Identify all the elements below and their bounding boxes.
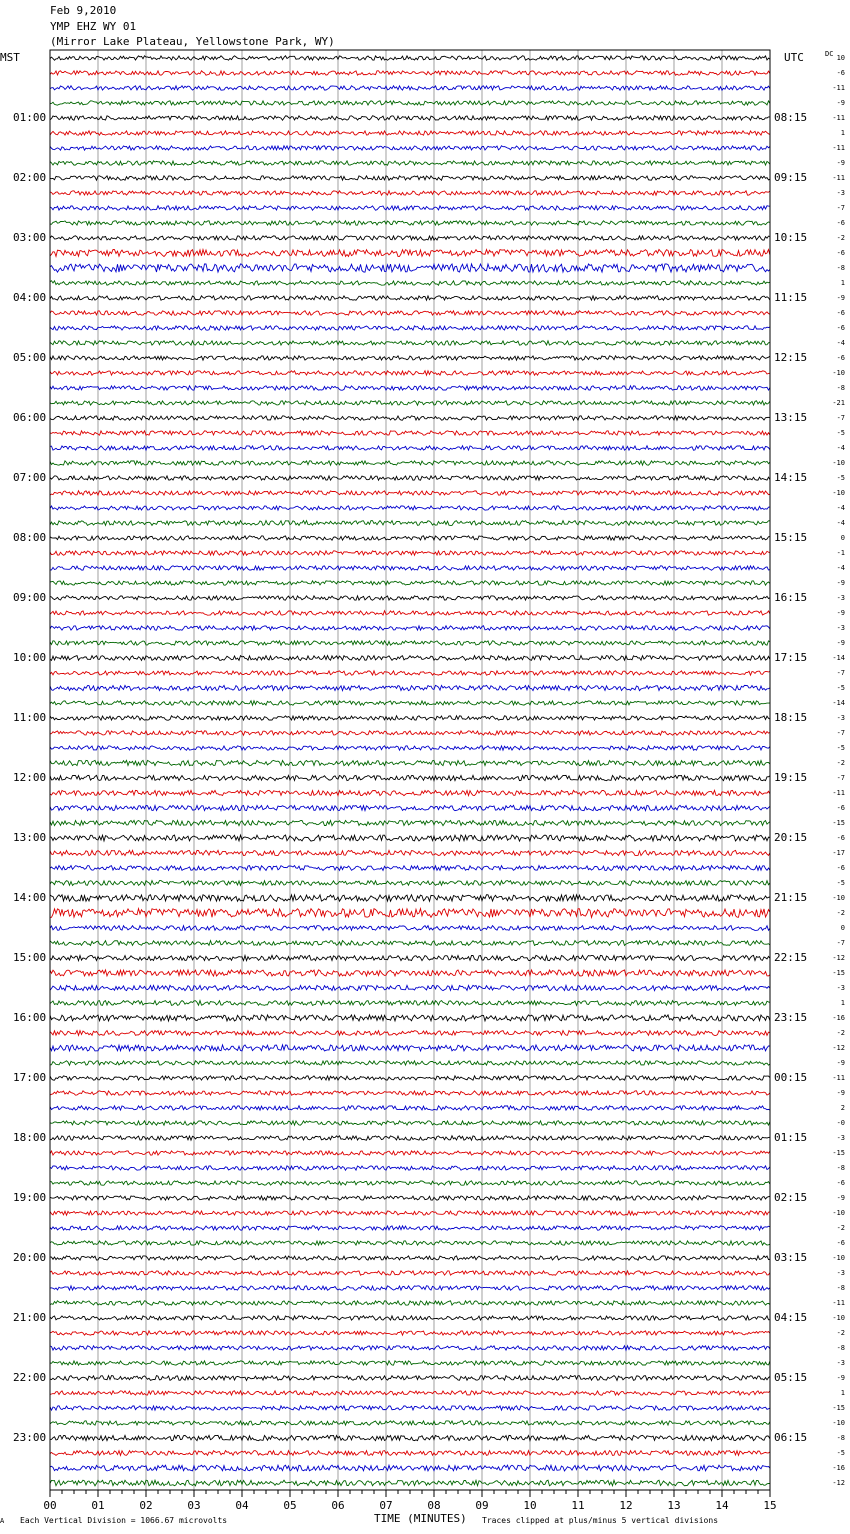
dc-offset-value: -8 <box>836 1284 845 1292</box>
dc-offset-value: -21 <box>832 399 845 407</box>
trace-13 <box>50 250 770 257</box>
dc-offset-value: -5 <box>836 1449 845 1457</box>
trace-61 <box>50 970 770 976</box>
right-hour-label: 17:15 <box>774 651 808 664</box>
dc-offset-value: -8 <box>836 264 845 272</box>
dc-offset-value: -6 <box>836 249 845 257</box>
left-hour-label: 17:00 <box>13 1071 47 1084</box>
right-hour-label: 09:15 <box>774 171 808 184</box>
right-hour-label: 05:15 <box>774 1371 808 1384</box>
dc-offset-value: -8 <box>836 384 845 392</box>
trace-81 <box>50 1271 770 1275</box>
dc-offset-value: -3 <box>836 1359 845 1367</box>
right-hour-label: 11:15 <box>774 291 808 304</box>
station-code: YMP EHZ WY 01 <box>50 20 137 33</box>
trace-87 <box>50 1361 770 1365</box>
dc-offset-value: -9 <box>836 639 845 647</box>
trace-62 <box>50 985 770 990</box>
trace-93 <box>50 1451 770 1456</box>
dc-offset-value: -10 <box>832 489 845 497</box>
dc-offset-value: -9 <box>836 1374 845 1382</box>
dc-offset-value: -9 <box>836 609 845 617</box>
trace-39 <box>50 641 770 645</box>
left-hour-label: 19:00 <box>13 1191 47 1204</box>
dc-offset-value: -11 <box>832 114 845 122</box>
trace-94 <box>50 1465 770 1471</box>
trace-52 <box>50 835 770 841</box>
left-hour-label: 04:00 <box>13 291 47 304</box>
dc-offset-value: -4 <box>836 339 845 347</box>
x-tick-label-5: 05 <box>283 1499 297 1512</box>
trace-91 <box>50 1421 770 1425</box>
dc-offset-value: -9 <box>836 159 845 167</box>
trace-54 <box>50 866 770 871</box>
trace-29 <box>50 491 770 495</box>
left-hour-label: 15:00 <box>13 951 47 964</box>
right-hour-label: 14:15 <box>774 471 808 484</box>
trace-41 <box>50 671 770 675</box>
dc-offset-header: DC <box>825 50 834 58</box>
right-hour-label: 08:15 <box>774 111 808 124</box>
left-hour-label: 05:00 <box>13 351 47 364</box>
dc-offset-value: -6 <box>836 1239 845 1247</box>
left-hour-label: 02:00 <box>13 171 47 184</box>
x-tick-label-3: 03 <box>187 1499 201 1512</box>
trace-51 <box>50 820 770 825</box>
trace-32 <box>50 536 770 540</box>
dc-offset-value: -11 <box>832 84 845 92</box>
left-hour-label: 18:00 <box>13 1131 47 1144</box>
dc-offset-value: -6 <box>836 324 845 332</box>
trace-16 <box>50 296 770 300</box>
dc-offset-value: -15 <box>832 819 845 827</box>
left-hour-label: 23:00 <box>13 1431 47 1444</box>
trace-86 <box>50 1346 770 1350</box>
dc-offset-value: -8 <box>836 1344 845 1352</box>
left-hour-label: 08:00 <box>13 531 47 544</box>
dc-offset-value: -11 <box>832 1299 845 1307</box>
dc-offset-value: 2 <box>840 1104 845 1112</box>
trace-95 <box>50 1480 770 1486</box>
x-tick-label-12: 12 <box>619 1499 633 1512</box>
dc-offset-value: -7 <box>836 774 845 782</box>
footer-mark: A <box>0 1517 5 1525</box>
trace-66 <box>50 1045 770 1051</box>
dc-offset-value: -5 <box>836 684 845 692</box>
dc-offset-value: -4 <box>836 504 845 512</box>
trace-50 <box>50 805 770 810</box>
left-hour-label: 07:00 <box>13 471 47 484</box>
trace-69 <box>50 1091 770 1095</box>
dc-offset-value: -9 <box>836 579 845 587</box>
trace-67 <box>50 1061 770 1065</box>
dc-offset-value: -7 <box>836 414 845 422</box>
trace-65 <box>50 1031 770 1036</box>
trace-71 <box>50 1121 770 1125</box>
trace-63 <box>50 1001 770 1006</box>
dc-offset-value: -10 <box>832 1209 845 1217</box>
trace-19 <box>50 341 770 345</box>
dc-offset-value: -0 <box>836 1119 845 1127</box>
trace-22 <box>50 386 770 390</box>
dc-offset-value: -6 <box>836 69 845 77</box>
dc-offset-value: -3 <box>836 984 845 992</box>
right-hour-label: 23:15 <box>774 1011 808 1024</box>
trace-20 <box>50 356 770 360</box>
dc-offset-value: -3 <box>836 714 845 722</box>
x-tick-label-9: 09 <box>475 1499 489 1512</box>
dc-offset-value: -5 <box>836 429 845 437</box>
dc-offset-value: -15 <box>832 1149 845 1157</box>
dc-offset-value: -7 <box>836 939 845 947</box>
trace-35 <box>50 581 770 585</box>
trace-7 <box>50 161 770 165</box>
dc-offset-value: 0 <box>840 924 845 932</box>
trace-33 <box>50 551 770 555</box>
trace-18 <box>50 326 770 330</box>
dc-offset-value: -16 <box>832 1014 845 1022</box>
trace-2 <box>50 86 770 90</box>
seismic-traces <box>50 56 770 1486</box>
trace-59 <box>50 941 770 946</box>
x-tick-label-4: 04 <box>235 1499 249 1512</box>
left-hour-label: 11:00 <box>13 711 47 724</box>
trace-14 <box>50 264 770 272</box>
x-tick-label-14: 14 <box>715 1499 729 1512</box>
right-hour-label: 15:15 <box>774 531 808 544</box>
dc-offset-value: -3 <box>836 624 845 632</box>
trace-17 <box>50 311 770 315</box>
trace-57 <box>50 909 770 918</box>
right-hour-label: 22:15 <box>774 951 808 964</box>
trace-46 <box>50 746 770 750</box>
trace-53 <box>50 850 770 855</box>
right-hour-label: 01:15 <box>774 1131 808 1144</box>
trace-21 <box>50 371 770 375</box>
trace-75 <box>50 1181 770 1185</box>
trace-31 <box>50 521 770 526</box>
x-tick-label-8: 08 <box>427 1499 441 1512</box>
left-hour-label: 14:00 <box>13 891 47 904</box>
dc-offset-value: -5 <box>836 474 845 482</box>
dc-offset-value: -11 <box>832 144 845 152</box>
trace-38 <box>50 626 770 630</box>
dc-offset-value: -7 <box>836 204 845 212</box>
dc-offset-value: -5 <box>836 744 845 752</box>
left-hour-label: 12:00 <box>13 771 47 784</box>
left-hour-label: 01:00 <box>13 111 47 124</box>
left-hour-label: 03:00 <box>13 231 47 244</box>
trace-92 <box>50 1435 770 1440</box>
trace-30 <box>50 506 770 510</box>
trace-23 <box>50 401 770 405</box>
trace-10 <box>50 206 770 210</box>
dc-offset-value: -11 <box>832 789 845 797</box>
left-hour-label: 09:00 <box>13 591 47 604</box>
dc-offset-value: -6 <box>836 1179 845 1187</box>
trace-5 <box>50 131 770 135</box>
left-hour-label: 10:00 <box>13 651 47 664</box>
dc-offset-value: 1 <box>840 279 845 287</box>
x-tick-label-11: 11 <box>571 1499 585 1512</box>
left-hour-label: 13:00 <box>13 831 47 844</box>
trace-4 <box>50 116 770 120</box>
trace-85 <box>50 1331 770 1335</box>
dc-offset-value: -2 <box>836 1029 845 1037</box>
trace-78 <box>50 1226 770 1230</box>
right-hour-label: 02:15 <box>774 1191 808 1204</box>
trace-58 <box>50 926 770 931</box>
trace-28 <box>50 476 770 480</box>
x-tick-label-15: 15 <box>763 1499 777 1512</box>
trace-76 <box>50 1196 770 1200</box>
trace-74 <box>50 1166 770 1170</box>
trace-90 <box>50 1406 770 1410</box>
dc-offset-value: -4 <box>836 444 845 452</box>
trace-48 <box>50 775 770 780</box>
trace-56 <box>50 895 770 902</box>
right-hour-label: 21:15 <box>774 891 808 904</box>
dc-offset-value: -12 <box>832 954 845 962</box>
dc-offset-value: -8 <box>836 1434 845 1442</box>
trace-80 <box>50 1256 770 1260</box>
x-axis-ticks <box>43 1490 776 1512</box>
trace-15 <box>50 281 770 285</box>
dc-offset-value: -9 <box>836 99 845 107</box>
dc-offset-value: -7 <box>836 729 845 737</box>
trace-77 <box>50 1211 770 1215</box>
left-hour-label: 16:00 <box>13 1011 47 1024</box>
left-hour-label: 06:00 <box>13 411 47 424</box>
plot-date: Feb 9,2010 <box>50 4 117 17</box>
dc-offset-value: 10 <box>836 54 845 62</box>
right-hour-label: 12:15 <box>774 351 808 364</box>
x-axis-title: TIME (MINUTES) <box>374 1512 467 1525</box>
dc-offset-value: -11 <box>832 1074 845 1082</box>
dc-offset-value: -10 <box>832 894 845 902</box>
trace-27 <box>50 461 770 465</box>
dc-offset-value: -6 <box>836 834 845 842</box>
right-hour-label: 10:15 <box>774 231 808 244</box>
dc-offset-value: -1 <box>836 549 845 557</box>
dc-offset-value: -10 <box>832 369 845 377</box>
right-hour-label: 13:15 <box>774 411 808 424</box>
trace-8 <box>50 176 770 180</box>
dc-offset-value: -9 <box>836 294 845 302</box>
dc-offset-value: -10 <box>832 1314 845 1322</box>
dc-offset-value: -17 <box>832 849 845 857</box>
x-tick-label-1: 01 <box>91 1499 105 1512</box>
dc-offset-value: -6 <box>836 804 845 812</box>
dc-offset-value: -4 <box>836 564 845 572</box>
trace-47 <box>50 760 770 765</box>
dc-offset-value: -3 <box>836 1134 845 1142</box>
dc-offset-value: -3 <box>836 189 845 197</box>
dc-offset-value: -14 <box>832 699 845 707</box>
x-tick-label-6: 06 <box>331 1499 345 1512</box>
right-timezone-label: UTC <box>784 51 804 64</box>
dc-offset-value: -3 <box>836 1269 845 1277</box>
dc-offset-value: -10 <box>832 1254 845 1262</box>
dc-offset-value: -10 <box>832 1419 845 1427</box>
trace-24 <box>50 416 770 420</box>
trace-64 <box>50 1015 770 1021</box>
dc-offset-value: -2 <box>836 1329 845 1337</box>
right-hour-label: 04:15 <box>774 1311 808 1324</box>
right-hour-label: 20:15 <box>774 831 808 844</box>
x-tick-label-2: 02 <box>139 1499 153 1512</box>
dc-offset-value: -7 <box>836 669 845 677</box>
trace-88 <box>50 1376 770 1381</box>
trace-55 <box>50 881 770 886</box>
right-hour-label: 16:15 <box>774 591 808 604</box>
x-tick-label-0: 00 <box>43 1499 57 1512</box>
right-hour-label: 19:15 <box>774 771 808 784</box>
right-hour-label: 18:15 <box>774 711 808 724</box>
trace-36 <box>50 596 770 600</box>
dc-offset-value: -15 <box>832 969 845 977</box>
dc-offset-value: -6 <box>836 864 845 872</box>
clip-note: Traces clipped at plus/minus 5 vertical divisions <box>482 1516 719 1525</box>
trace-72 <box>50 1136 770 1140</box>
dc-offset-value: -11 <box>832 174 845 182</box>
trace-60 <box>50 955 770 960</box>
trace-68 <box>50 1076 770 1080</box>
dc-offset-value: -14 <box>832 654 845 662</box>
dc-offset-value: -9 <box>836 1059 845 1067</box>
trace-12 <box>50 236 770 240</box>
dc-offset-value: 1 <box>840 999 845 1007</box>
left-hour-label: 20:00 <box>13 1251 47 1264</box>
trace-26 <box>50 446 770 450</box>
trace-44 <box>50 716 770 720</box>
left-hour-label: 22:00 <box>13 1371 47 1384</box>
dc-offset-value: -2 <box>836 1224 845 1232</box>
trace-45 <box>50 731 770 735</box>
dc-offset-value: -6 <box>836 354 845 362</box>
trace-89 <box>50 1391 770 1395</box>
dc-offset-value: -2 <box>836 759 845 767</box>
dc-offset-value: -6 <box>836 219 845 227</box>
trace-11 <box>50 221 770 225</box>
trace-3 <box>50 101 770 105</box>
dc-offset-value: -9 <box>836 1089 845 1097</box>
dc-offset-value: -2 <box>836 234 845 242</box>
trace-49 <box>50 790 770 795</box>
x-tick-label-7: 07 <box>379 1499 393 1512</box>
trace-9 <box>50 191 770 195</box>
dc-offset-value: -16 <box>832 1464 845 1472</box>
dc-offset-value: 1 <box>840 129 845 137</box>
dc-offset-value: -5 <box>836 879 845 887</box>
right-hour-label: 00:15 <box>774 1071 808 1084</box>
dc-offset-value: -9 <box>836 1194 845 1202</box>
trace-42 <box>50 685 770 690</box>
trace-70 <box>50 1106 770 1110</box>
trace-6 <box>50 146 770 150</box>
dc-offset-value: -4 <box>836 519 845 527</box>
trace-1 <box>50 71 770 75</box>
dc-offset-value: 1 <box>840 1389 845 1397</box>
dc-offset-value: -8 <box>836 1164 845 1172</box>
trace-73 <box>50 1151 770 1155</box>
dc-offset-value: -10 <box>832 459 845 467</box>
dc-offset-value: -15 <box>832 1404 845 1412</box>
dc-offset-value: -12 <box>832 1479 845 1487</box>
trace-34 <box>50 566 770 570</box>
trace-84 <box>50 1316 770 1320</box>
trace-82 <box>50 1286 770 1290</box>
dc-offset-value: -3 <box>836 594 845 602</box>
dc-offset-value: -6 <box>836 309 845 317</box>
trace-0 <box>50 56 770 60</box>
dc-offset-value: -2 <box>836 909 845 917</box>
trace-79 <box>50 1241 770 1245</box>
trace-83 <box>50 1301 770 1305</box>
right-hour-label: 03:15 <box>774 1251 808 1264</box>
trace-40 <box>50 656 770 661</box>
dc-offset-value: -12 <box>832 1044 845 1052</box>
x-tick-label-10: 10 <box>523 1499 537 1512</box>
left-hour-label: 21:00 <box>13 1311 47 1324</box>
x-tick-label-13: 13 <box>667 1499 681 1512</box>
station-location: (Mirror Lake Plateau, Yellowstone Park, WY) <box>50 35 335 48</box>
dc-offset-value: 0 <box>840 534 845 542</box>
trace-37 <box>50 611 770 615</box>
left-timezone-label: MST <box>0 51 20 64</box>
trace-25 <box>50 431 770 435</box>
right-hour-label: 06:15 <box>774 1431 808 1444</box>
trace-43 <box>50 701 770 705</box>
scale-note: Each Vertical Division = 1066.67 microvolts <box>20 1516 228 1525</box>
